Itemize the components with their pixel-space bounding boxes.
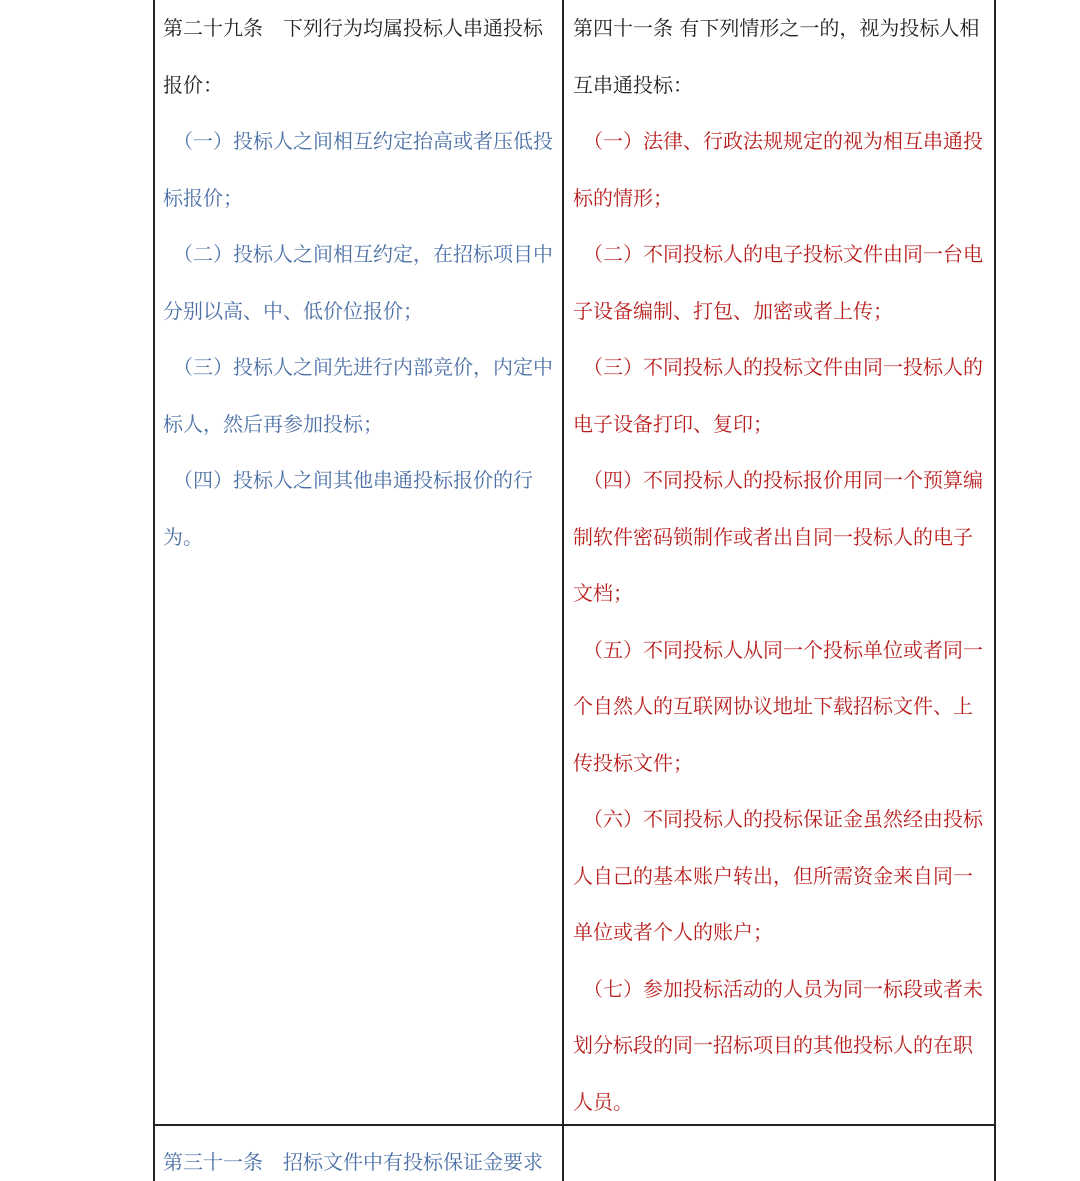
article-29-heading: 第二十九条 下列行为均属投标人串通投标报价： [163, 16, 543, 97]
article-29-item-3: （三）投标人之间先进行内部竞价，内定中标人，然后再参加投标； [163, 355, 553, 436]
article-41-item-7: （七）参加投标活动的人员为同一标段或者未划分标段的同一招标项目的其他投标人的在职人员。 [573, 976, 983, 1114]
table-border-right [994, 0, 996, 1181]
article-31-heading: 第三十一条 招标文件中有投标保证金要求 [163, 1150, 543, 1174]
article-29-item-2: （二）投标人之间相互约定，在招标项目中分别以高、中、低价位报价； [163, 242, 553, 323]
article-29-item-4: （四）投标人之间其他串通投标报价的行为。 [163, 468, 533, 549]
article-41-item-2: （二）不同投标人的电子投标文件由同一台电子设备编制、打包、加密或者上传； [573, 242, 983, 323]
article-41-item-6: （六）不同投标人的投标保证金虽然经由投标人自己的基本账户转出，但所需资金来自同一单位或者个人的账户； [573, 807, 983, 944]
right-column-cell [573, 0, 989, 1130]
article-41-item-3: （三）不同投标人的投标文件由同一投标人的电子设备打印、复印； [573, 355, 983, 436]
left-column-cell [163, 0, 555, 565]
next-row-left-cell [163, 1134, 555, 1181]
table-border-middle [562, 0, 564, 1181]
article-29-item-1: （一）投标人之间相互约定抬高或者压低投标报价； [163, 129, 553, 210]
article-41-item-4: （四）不同投标人的投标报价用同一个预算编制软件密码锁制作或者出自同一投标人的电子文档； [573, 468, 983, 605]
article-41-heading: 第四十一条 有下列情形之一的，视为投标人相互串通投标： [573, 16, 980, 97]
article-41-item-5: （五）不同投标人从同一个投标单位或者同一个自然人的互联网协议地址下载招标文件、上传投标文件； [573, 637, 983, 775]
table-border-left [153, 0, 155, 1181]
article-41-item-1: （一）法律、行政法规规定的视为相互串通投标的情形； [573, 129, 983, 210]
